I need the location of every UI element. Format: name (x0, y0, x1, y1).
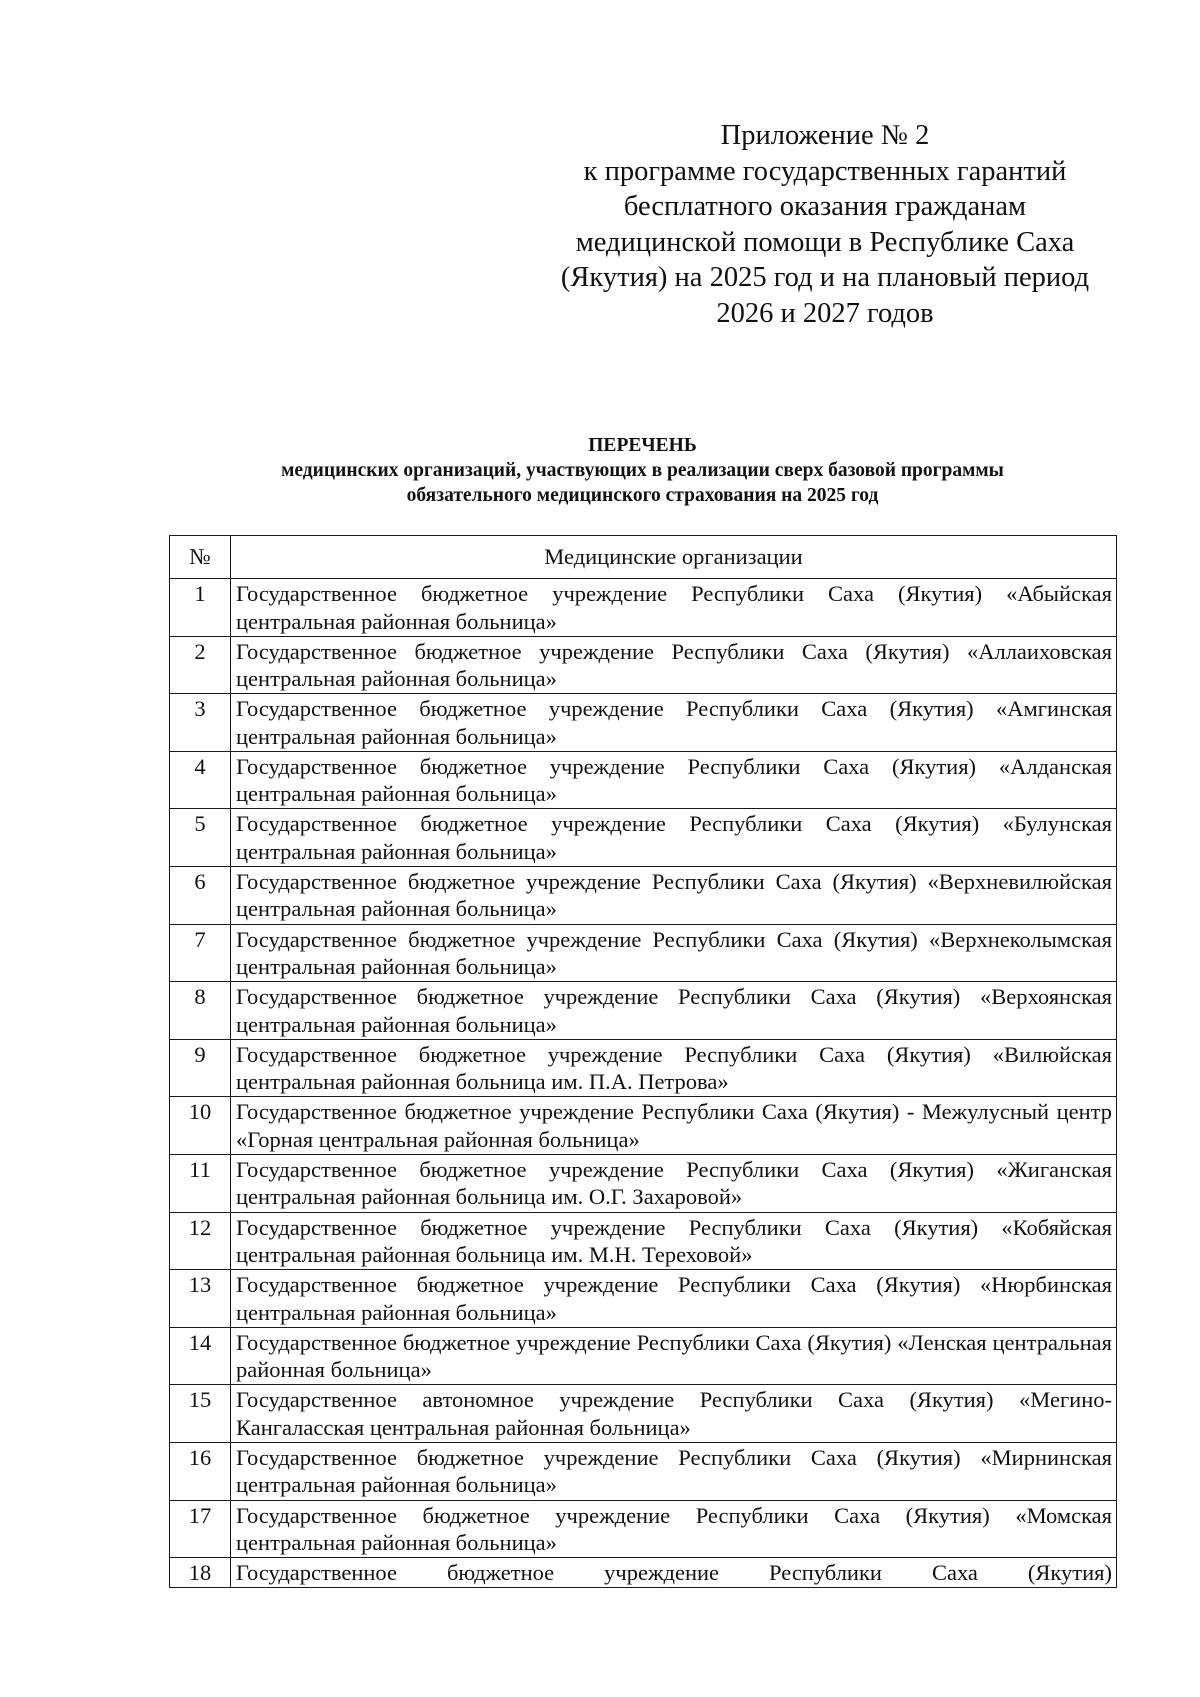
row-number: 7 (170, 924, 231, 982)
table-row (170, 1442, 1117, 1500)
table-row (170, 579, 1117, 637)
appendix-line: (Якутия) на 2025 год и на плановый период (560, 262, 1090, 293)
organization-cell (231, 694, 1117, 752)
organizations-table (169, 535, 1117, 1588)
table-row (170, 1500, 1117, 1558)
organization-cell (231, 1212, 1117, 1270)
row-number: 3 (170, 694, 231, 752)
table-row (170, 1270, 1117, 1328)
organization-name: Государственное бюджетное учреждение Республики Саха (Якутия) «Аллаиховская центральная районная больница» (236, 638, 1112, 692)
organization-name: Государственное бюджетное учреждение Республики Саха (Якутия) «Верхнеколымская центральная районная больница» (236, 926, 1112, 980)
organization-name: Государственное бюджетное учреждение Республики Саха (Якутия) «Момская центральная районная больница» (236, 1502, 1112, 1555)
table-row (170, 694, 1117, 752)
organization-cell (231, 982, 1117, 1040)
organization-name: Государственное бюджетное учреждение Республики Саха (Якутия) «Мирнинская центральная районная больница» (236, 1444, 1112, 1498)
organization-cell (231, 1097, 1117, 1155)
column-header-number: № (170, 536, 231, 579)
organization-name: Государственное бюджетное учреждение Республики Саха (Якутия) «Нюрбинская центральная районная больница» (236, 1272, 1112, 1325)
heading-subtitle-line: медицинских организаций, участвующих в реализации сверх базовой программы (281, 460, 1004, 481)
table-header-row (170, 536, 1117, 579)
row-number: 14 (170, 1327, 231, 1385)
organization-name: Государственное бюджетное учреждение Республики Саха (Якутия) «Абыйская центральная районная больница» (236, 581, 1112, 634)
organization-name: Государственное бюджетное учреждение Республики Саха (Якутия) «Верхоянская центральная районная больница» (236, 984, 1112, 1037)
table-row (170, 1154, 1117, 1212)
row-number: 15 (170, 1385, 231, 1443)
organization-cell (231, 1558, 1117, 1588)
table-row (170, 1558, 1117, 1588)
organization-cell (231, 636, 1117, 694)
column-header-organizations: Медицинские организации (231, 536, 1117, 579)
row-number: 9 (170, 1039, 231, 1097)
organization-cell (231, 1385, 1117, 1443)
table-row (170, 809, 1117, 867)
appendix-line: бесплатного оказания гражданам (623, 191, 1027, 222)
organization-name: Государственное бюджетное учреждение Республики Саха (Якутия) «Жиганская центральная районная больница им. О.Г. Захаровой» (236, 1156, 1112, 1210)
organization-cell (231, 809, 1117, 867)
row-number: 13 (170, 1270, 231, 1328)
table-row (170, 751, 1117, 809)
row-number: 8 (170, 982, 231, 1040)
organization-name: Государственное бюджетное учреждение Республики Саха (Якутия) «Вилюйская центральная районная больница им. П.А. Петрова» (236, 1041, 1112, 1095)
row-number: 12 (170, 1212, 231, 1270)
row-number: 11 (170, 1154, 231, 1212)
row-number: 17 (170, 1500, 231, 1558)
appendix-line: 2026 и 2027 годов (716, 297, 934, 329)
organization-cell (231, 866, 1117, 924)
appendix-line: Приложение № 2 (720, 120, 930, 151)
organization-name: Государственное бюджетное учреждение Республики Саха (Якутия) «Алданская центральная районная больница» (236, 753, 1112, 807)
table-row (170, 1097, 1117, 1155)
organization-cell (231, 1039, 1117, 1097)
organization-cell (231, 1270, 1117, 1328)
organization-cell (231, 1500, 1117, 1558)
row-number: 18 (170, 1558, 231, 1588)
row-number: 10 (170, 1097, 231, 1155)
document-heading (150, 433, 1135, 508)
appendix-line: медицинской помощи в Республике Саха (575, 226, 1075, 258)
row-number: 2 (170, 636, 231, 694)
organization-name: Государственное бюджетное учреждение Республики Саха (Якутия) «Булунская центральная районная больница» (236, 811, 1112, 864)
row-number: 16 (170, 1442, 231, 1500)
appendix-line: к программе государственных гарантий (583, 155, 1067, 187)
organization-name: Государственное бюджетное учреждение Республики Саха (Якутия) - Межулусный центр «Горная центральная районная больница» (236, 1099, 1112, 1152)
organization-name: Государственное бюджетное учреждение Республики Саха (Якутия) «Амгинская центральная районная больница» (236, 696, 1112, 749)
row-number: 6 (170, 866, 231, 924)
organization-cell (231, 1327, 1117, 1385)
table-row (170, 1039, 1117, 1097)
organization-cell (231, 1154, 1117, 1212)
table-row (170, 866, 1117, 924)
organization-cell (231, 579, 1117, 637)
table-row (170, 1212, 1117, 1270)
table-row (170, 1385, 1117, 1443)
organization-name: Государственное автономное учреждение Республики Саха (Якутия) «Мегино-Кангаласская центральная районная больница» (236, 1387, 1112, 1440)
appendix-block (555, 118, 1095, 331)
heading-subtitle-line: обязательного медицинского страхования на 2025 год (406, 485, 879, 506)
table-row (170, 636, 1117, 694)
row-number: 4 (170, 751, 231, 809)
organization-cell (231, 1442, 1117, 1500)
organization-name: Государственное бюджетное учреждение Республики Саха (Якутия) «Верхневилюйская центральная районная больница» (236, 868, 1112, 922)
row-number: 5 (170, 809, 231, 867)
organization-name: Государственное бюджетное учреждение Республики Саха (Якутия) (236, 1560, 1112, 1586)
organization-cell (231, 751, 1117, 809)
heading-title: ПЕРЕЧЕНЬ (588, 435, 697, 456)
row-number: 1 (170, 579, 231, 637)
organization-cell (231, 924, 1117, 982)
table-row (170, 982, 1117, 1040)
table-row (170, 1327, 1117, 1385)
table-row (170, 924, 1117, 982)
organization-name: Государственное бюджетное учреждение Республики Саха (Якутия) «Ленская центральная районная больница» (236, 1329, 1112, 1383)
organization-name: Государственное бюджетное учреждение Республики Саха (Якутия) «Кобяйская центральная районная больница им. М.Н. Тереховой» (236, 1214, 1112, 1268)
